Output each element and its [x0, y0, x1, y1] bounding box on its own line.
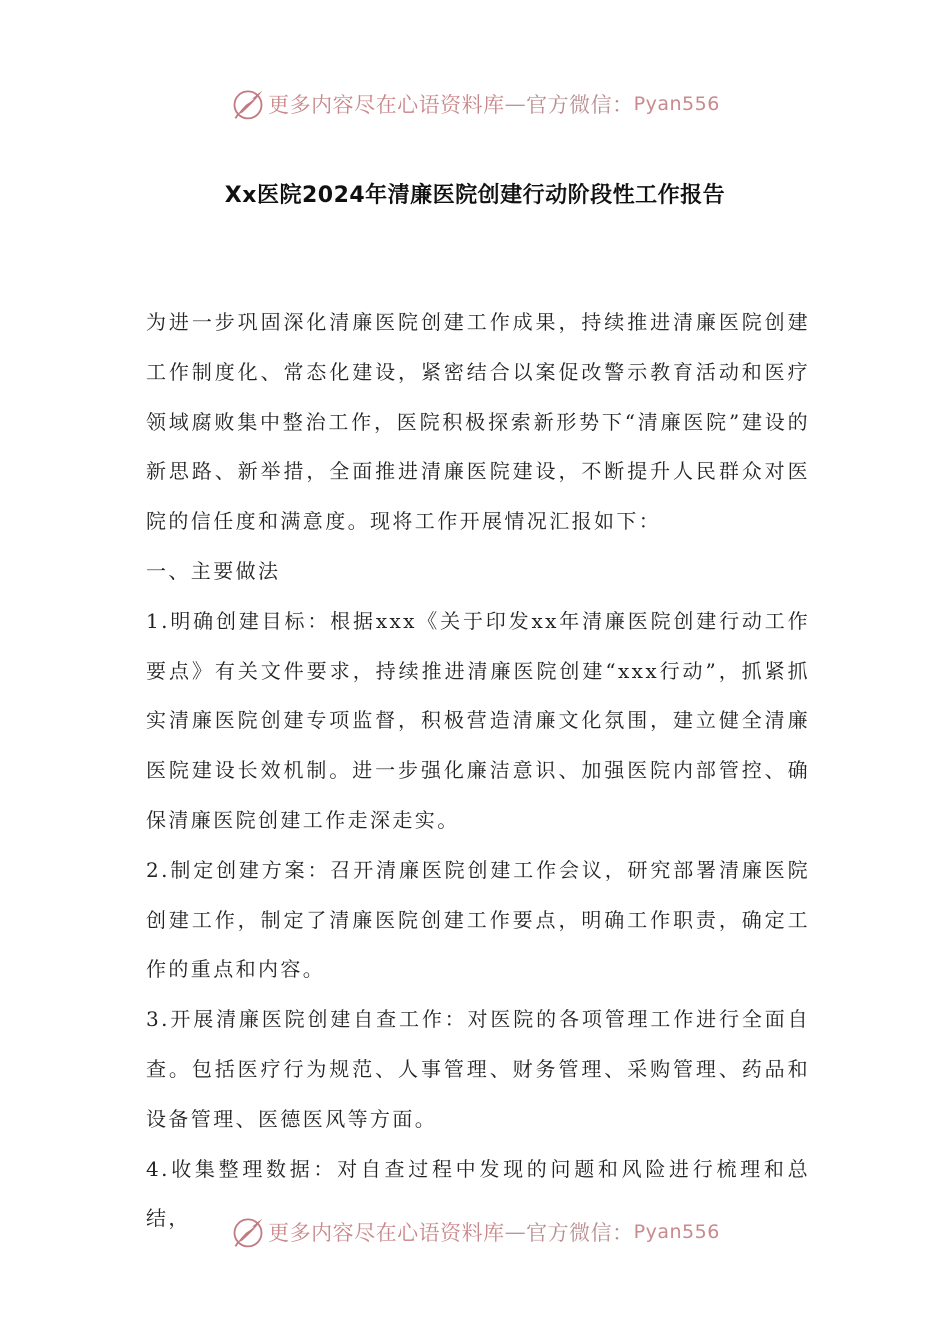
watermark-dash: — — [504, 1220, 527, 1244]
watermark-main-text: 更多内容尽在心语资料库 — [268, 1221, 505, 1245]
document-body — [146, 298, 810, 1244]
section-heading: 一、主要做法 — [146, 558, 281, 583]
intro-paragraph: 为进一步巩固深化清廉医院创建工作成果，持续推进清廉医院创建工作制度化、常态化建设，紧密结合以案促改警示教育活动和医疗领域腐败集中整治工作，医院积极探索新形势下“清廉医院”建设的新思路、新举措，全面推进清廉医院建设，不断提升人民群众对医院的信任度和满意度。现将工作开展情况汇报如下： — [146, 310, 810, 534]
item-paragraph-4: 4.收集整理数据：对自查过程中发现的问题和风险进行梳理和总结， — [146, 1156, 810, 1231]
document-title: Xx医院2024年清廉医院创建行动阶段性工作报告 — [224, 183, 726, 208]
item-paragraph-2: 2.制定创建方案：召开清廉医院创建工作会议，研究部署清廉医院创建工作，制定了清廉医院创建工作要点，明确工作职责，确定工作的重点和内容。 — [146, 857, 810, 982]
watermark-main-text: 更多内容尽在心语资料库 — [268, 93, 505, 117]
watermark-wechat-id: Pyan556 — [633, 1221, 720, 1243]
item-paragraph-1: 1.明确创建目标：根据xxx《关于印发xx年清廉医院创建行动工作要点》有关文件要求，持续推进清廉医院创建“xxx行动”，抓紧抓实清廉医院创建专项监督，积极营造清廉文化氛围，建立健全清廉医院建设长效机制。进一步强化廉洁意识、加强医院内部管控、确保清廉医院创建工作走深走实。 — [146, 608, 810, 832]
watermark-official-label: 官方微信： — [526, 1221, 634, 1245]
header-watermark — [0, 84, 950, 124]
watermark-dash: — — [504, 92, 527, 116]
footer-watermark — [0, 1212, 950, 1252]
watermark-wechat-id: Pyan556 — [633, 93, 720, 115]
watermark-official-label: 官方微信： — [526, 93, 634, 117]
quill-logo-icon — [230, 1214, 266, 1250]
item-paragraph-3: 3.开展清廉医院创建自查工作：对医院的各项管理工作进行全面自查。包括医疗行为规范、人事管理、财务管理、采购管理、药品和设备管理、医德医风等方面。 — [146, 1007, 810, 1131]
quill-logo-icon — [230, 86, 266, 122]
